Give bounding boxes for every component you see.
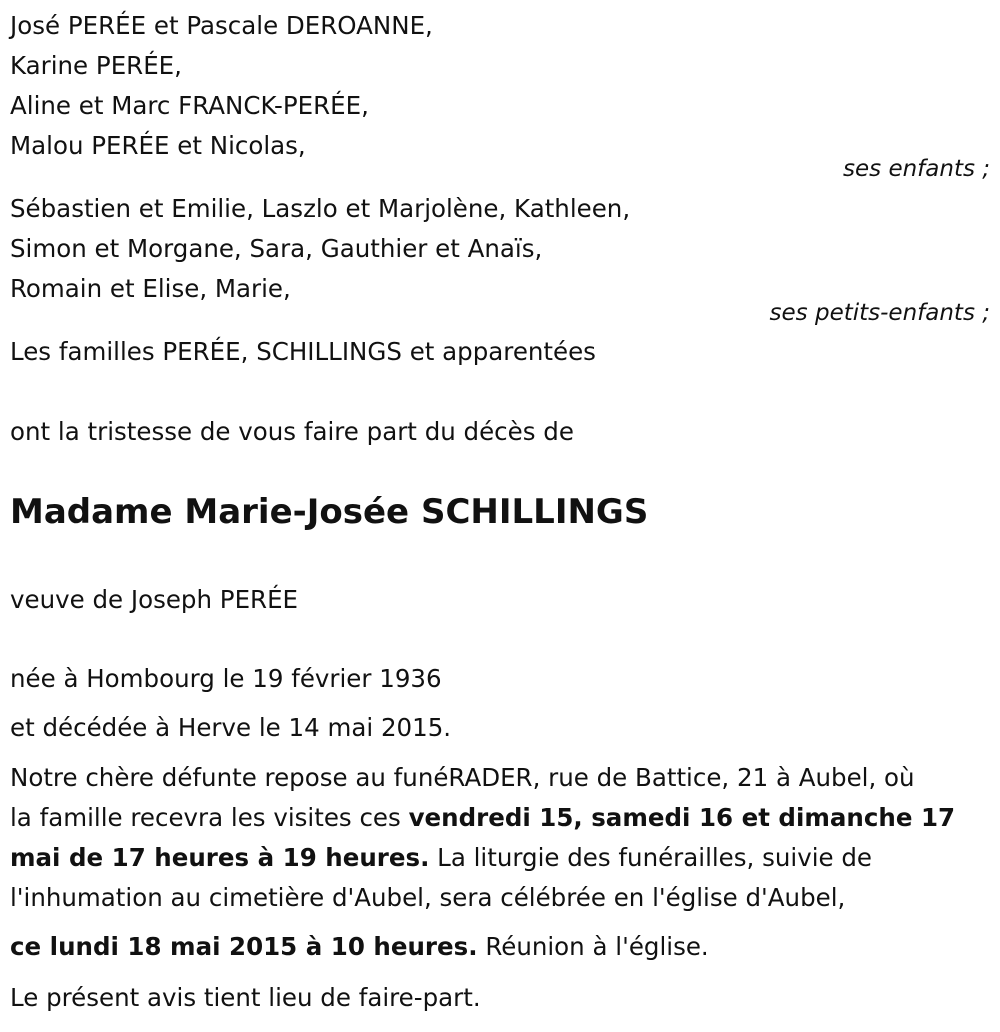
grandchild-line-1: Sébastien et Emilie, Laszlo et Marjolène, Kathleen,	[10, 194, 631, 223]
funeral-datetime: ce lundi 18 mai 2015 à 10 heures.	[10, 932, 478, 961]
details-line-3-text: La liturgie des funérailles, suivie de	[429, 843, 872, 872]
child-line-2: Karine PERÉE,	[10, 51, 182, 80]
grandchild-line-2: Simon et Morgane, Sara, Gauthier et Anaïs,	[10, 234, 543, 263]
details-line-2-text: la famille recevra les visites ces	[10, 803, 409, 832]
visit-hours: mai de 17 heures à 19 heures.	[10, 843, 430, 872]
child-line-3: Aline et Marc FRANCK-PERÉE,	[10, 91, 369, 120]
child-line-1: José PERÉE et Pascale DEROANNE,	[10, 11, 433, 40]
announcement-line: ont la tristesse de vous faire part du décès de	[10, 417, 574, 446]
children-label: ses enfants ;	[843, 156, 990, 182]
closing-line: Le présent avis tient lieu de faire-part.	[10, 983, 481, 1012]
grandchildren-label: ses petits-enfants ;	[769, 300, 990, 326]
deceased-name: Madame Marie-Josée SCHILLINGS	[10, 492, 649, 532]
child-line-4: Malou PERÉE et Nicolas,	[10, 131, 306, 160]
details-line-4: l'inhumation au cimetière d'Aubel, sera célébrée en l'église d'Aubel,	[10, 883, 846, 912]
visit-days: vendredi 15, samedi 16 et dimanche 17	[408, 803, 956, 832]
grandchild-line-3: Romain et Elise, Marie,	[10, 274, 291, 303]
details-line-2	[10, 803, 955, 833]
death-line: et décédée à Herve le 14 mai 2015.	[10, 713, 452, 742]
details-line-1: Notre chère défunte repose au funéRADER, rue de Battice, 21 à Aubel, où	[10, 763, 915, 792]
details-line-3	[10, 843, 872, 873]
widow-line: veuve de Joseph PERÉE	[10, 585, 299, 614]
details-line-5-text: Réunion à l'église.	[477, 932, 709, 961]
families-line: Les familles PERÉE, SCHILLINGS et apparentées	[10, 337, 596, 366]
details-line-5	[10, 932, 709, 962]
birth-line: née à Hombourg le 19 février 1936	[10, 664, 442, 693]
